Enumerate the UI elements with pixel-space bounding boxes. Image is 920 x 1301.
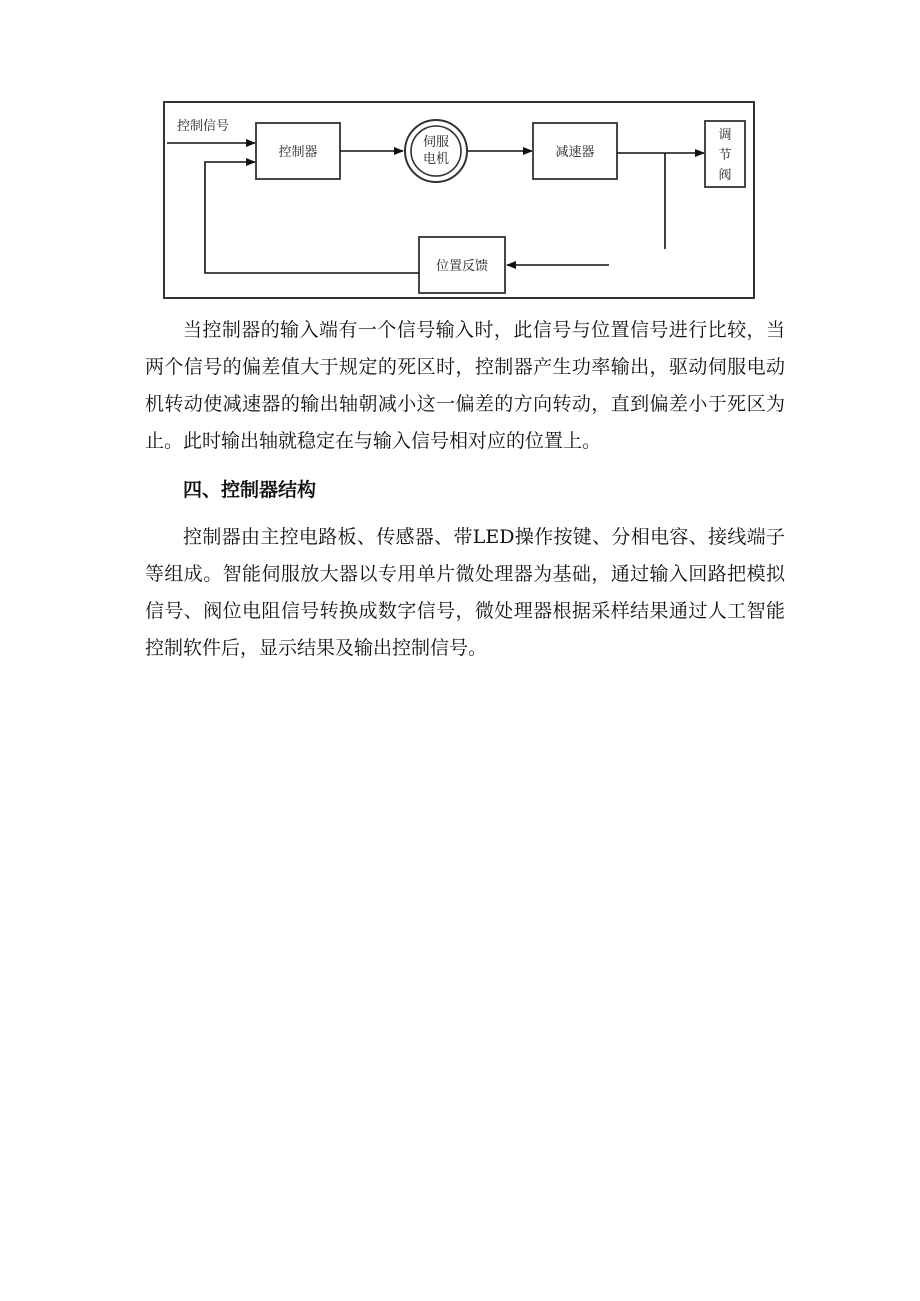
block-diagram-svg [163,101,755,299]
position-feedback-label: 位置反馈 [435,259,489,274]
document-body [145,312,785,679]
section-heading-controller-structure: 四、控制器结构 [183,479,317,501]
servo-motor-inner-circle [411,126,461,176]
reducer-label: 减速器 [555,145,595,160]
controller-label: 控制器 [278,145,318,160]
paragraph-principle: 当控制器的输入端有一个信号输入时，此信号与位置信号进行比较，当两个信号的偏差值大于规定的死区时，控制器产生功率输出，驱动伺服电动机转动使减速器的输出轴朝减小这一偏差的方向转动，直到偏差小于死区为止。此时输出轴就稳定在与输入信号相对应的位置上。 [145,319,785,452]
valve-label-char-3: 阀 [718,168,732,183]
valve-label-char-2: 节 [718,148,732,163]
servo-motor-label-line2: 电机 [422,152,450,167]
valve-label-char-1: 调 [718,128,732,143]
servo-motor-label-line1: 伺服 [422,135,450,150]
control-block-diagram [163,101,755,299]
paragraph-controller-structure: 控制器由主控电路板、传感器、带LED操作按键、分相电容、接线端子等组成。智能伺服放大器以专用单片微处理器为基础，通过输入回路把模拟信号、阀位电阻信号转换成数字信号，微处理器根据采样结果通过人工智能控制软件后，显示结果及输出控制信号。 [145,526,785,659]
input-signal-label: 控制信号 [177,119,230,134]
